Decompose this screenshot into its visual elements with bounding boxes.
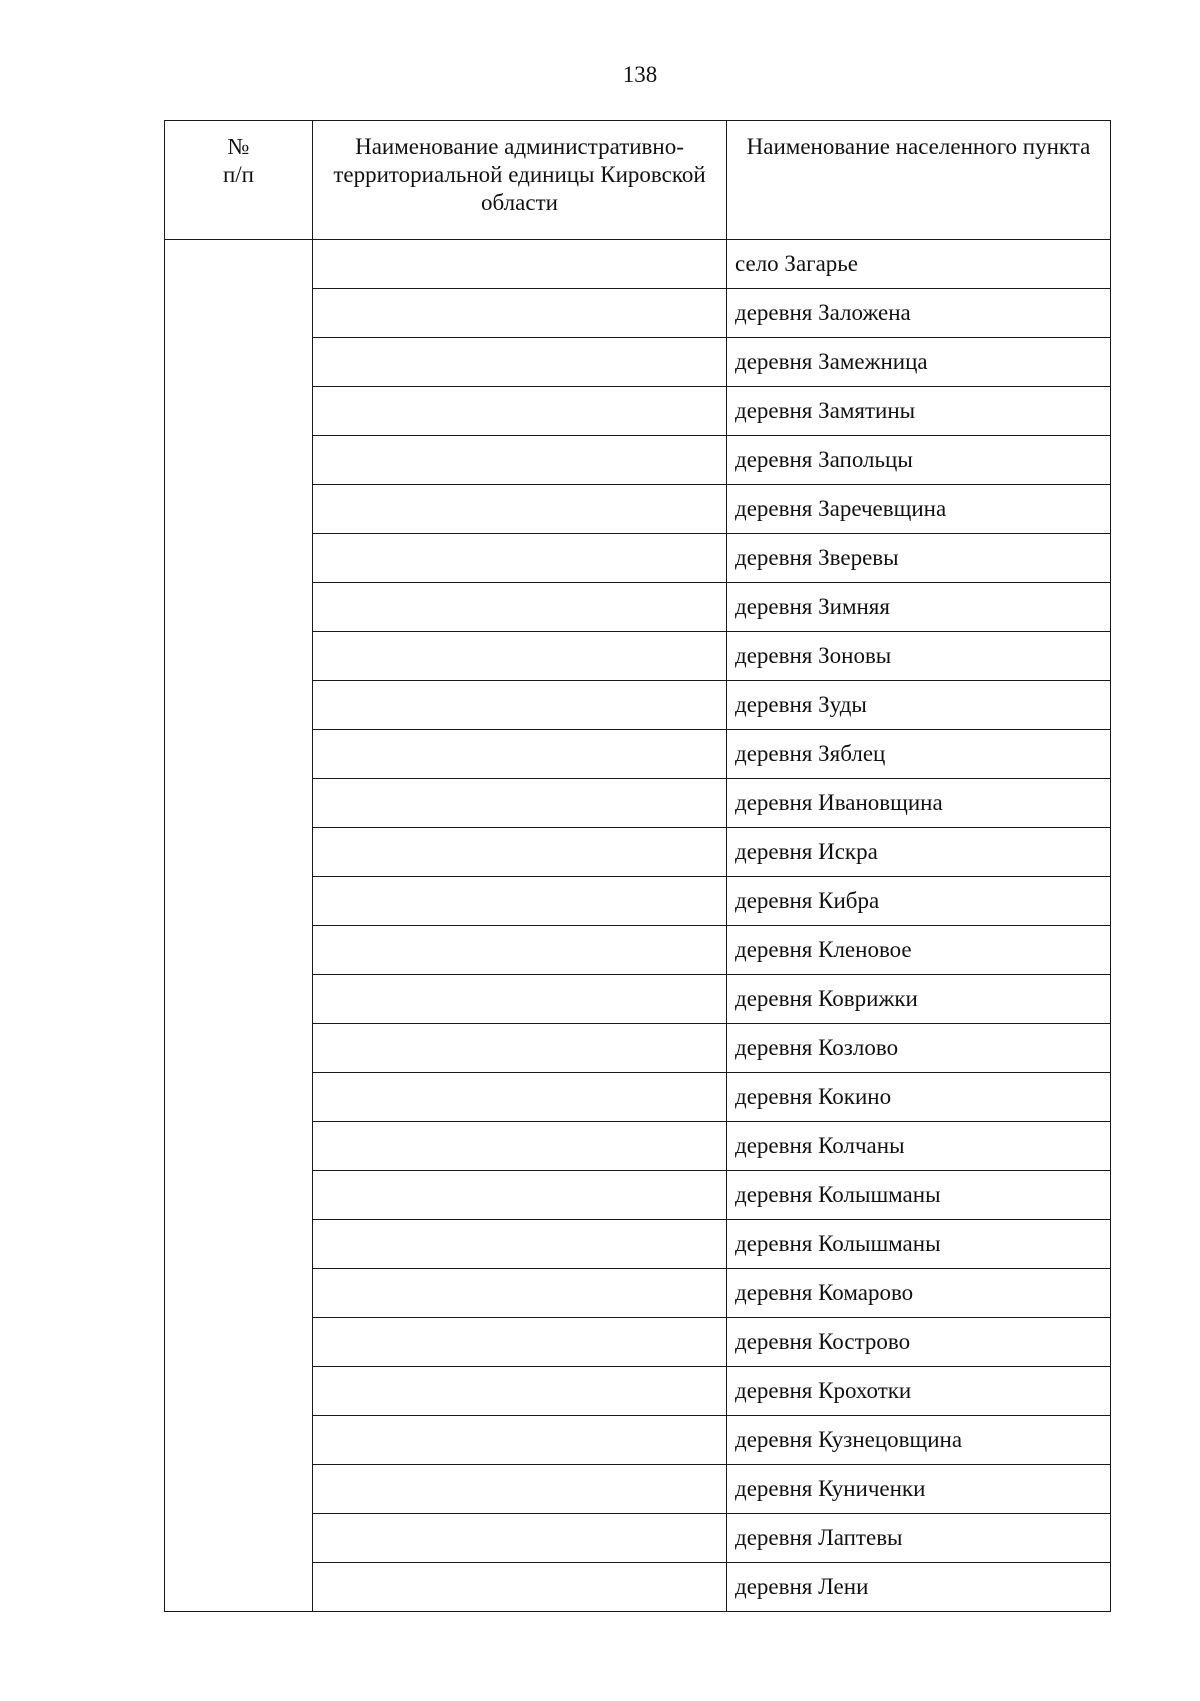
unit-cell	[313, 926, 727, 975]
settlement-cell: деревня Колышманы	[727, 1171, 1111, 1220]
unit-cell	[313, 779, 727, 828]
unit-cell	[313, 1318, 727, 1367]
settlement-cell: деревня Комарово	[727, 1269, 1111, 1318]
page-number: 138	[622, 62, 658, 87]
unit-cell	[313, 1514, 727, 1563]
table-row	[165, 240, 1111, 289]
settlement-cell: деревня Ивановщина	[727, 779, 1111, 828]
header-number-line2: п/п	[222, 162, 254, 187]
settlement-cell: деревня Кузнецовщина	[727, 1416, 1111, 1465]
settlement-cell: село Загарье	[727, 240, 1111, 289]
unit-cell	[313, 730, 727, 779]
unit-cell	[313, 436, 727, 485]
table-body	[165, 240, 1111, 1612]
settlement-cell: деревня Кострово	[727, 1318, 1111, 1367]
settlement-cell: деревня Кибра	[727, 877, 1111, 926]
settlement-cell: деревня Колчаны	[727, 1122, 1111, 1171]
unit-cell	[313, 1073, 727, 1122]
unit-cell	[313, 240, 727, 289]
unit-cell	[313, 387, 727, 436]
settlement-cell: деревня Заречевщина	[727, 485, 1111, 534]
unit-cell	[313, 1024, 727, 1073]
settlement-cell: деревня Заложена	[727, 289, 1111, 338]
header-number	[165, 121, 313, 240]
unit-cell	[313, 1220, 727, 1269]
unit-cell	[313, 485, 727, 534]
unit-cell	[313, 1122, 727, 1171]
unit-cell	[313, 583, 727, 632]
unit-cell	[313, 1416, 727, 1465]
unit-cell	[313, 632, 727, 681]
settlement-cell: деревня Зуды	[727, 681, 1111, 730]
unit-cell	[313, 338, 727, 387]
settlement-cell: деревня Коврижки	[727, 975, 1111, 1024]
header-settlement: Наименование населенного пункта	[727, 121, 1111, 240]
settlement-cell: деревня Лени	[727, 1563, 1111, 1612]
settlement-cell: деревня Зверевы	[727, 534, 1111, 583]
unit-cell	[313, 1367, 727, 1416]
settlement-cell: деревня Лаптевы	[727, 1514, 1111, 1563]
unit-cell	[313, 1563, 727, 1612]
unit-cell	[313, 828, 727, 877]
settlement-cell: деревня Колышманы	[727, 1220, 1111, 1269]
settlement-cell: деревня Замежница	[727, 338, 1111, 387]
settlement-cell: деревня Зимняя	[727, 583, 1111, 632]
settlement-cell: деревня Крохотки	[727, 1367, 1111, 1416]
unit-cell	[313, 681, 727, 730]
unit-cell	[313, 534, 727, 583]
header-unit: Наименование административно-территориальной единицы Кировской области	[313, 121, 727, 240]
unit-cell	[313, 1171, 727, 1220]
unit-cell	[313, 1269, 727, 1318]
settlement-cell: деревня Зяблец	[727, 730, 1111, 779]
table-header-row	[165, 121, 1111, 240]
settlement-cell: деревня Запольцы	[727, 436, 1111, 485]
unit-cell	[313, 975, 727, 1024]
settlement-cell: деревня Кленовое	[727, 926, 1111, 975]
settlement-cell: деревня Искра	[727, 828, 1111, 877]
settlement-cell: деревня Кокино	[727, 1073, 1111, 1122]
settlement-cell: деревня Зоновы	[727, 632, 1111, 681]
settlement-cell: деревня Замятины	[727, 387, 1111, 436]
row-number-cell	[165, 240, 313, 1612]
header-number-line1: №	[227, 134, 250, 159]
unit-cell	[313, 877, 727, 926]
settlement-cell: деревня Куниченки	[727, 1465, 1111, 1514]
unit-cell	[313, 1465, 727, 1514]
settlement-cell: деревня Козлово	[727, 1024, 1111, 1073]
settlements-table	[164, 120, 1111, 1612]
unit-cell	[313, 289, 727, 338]
